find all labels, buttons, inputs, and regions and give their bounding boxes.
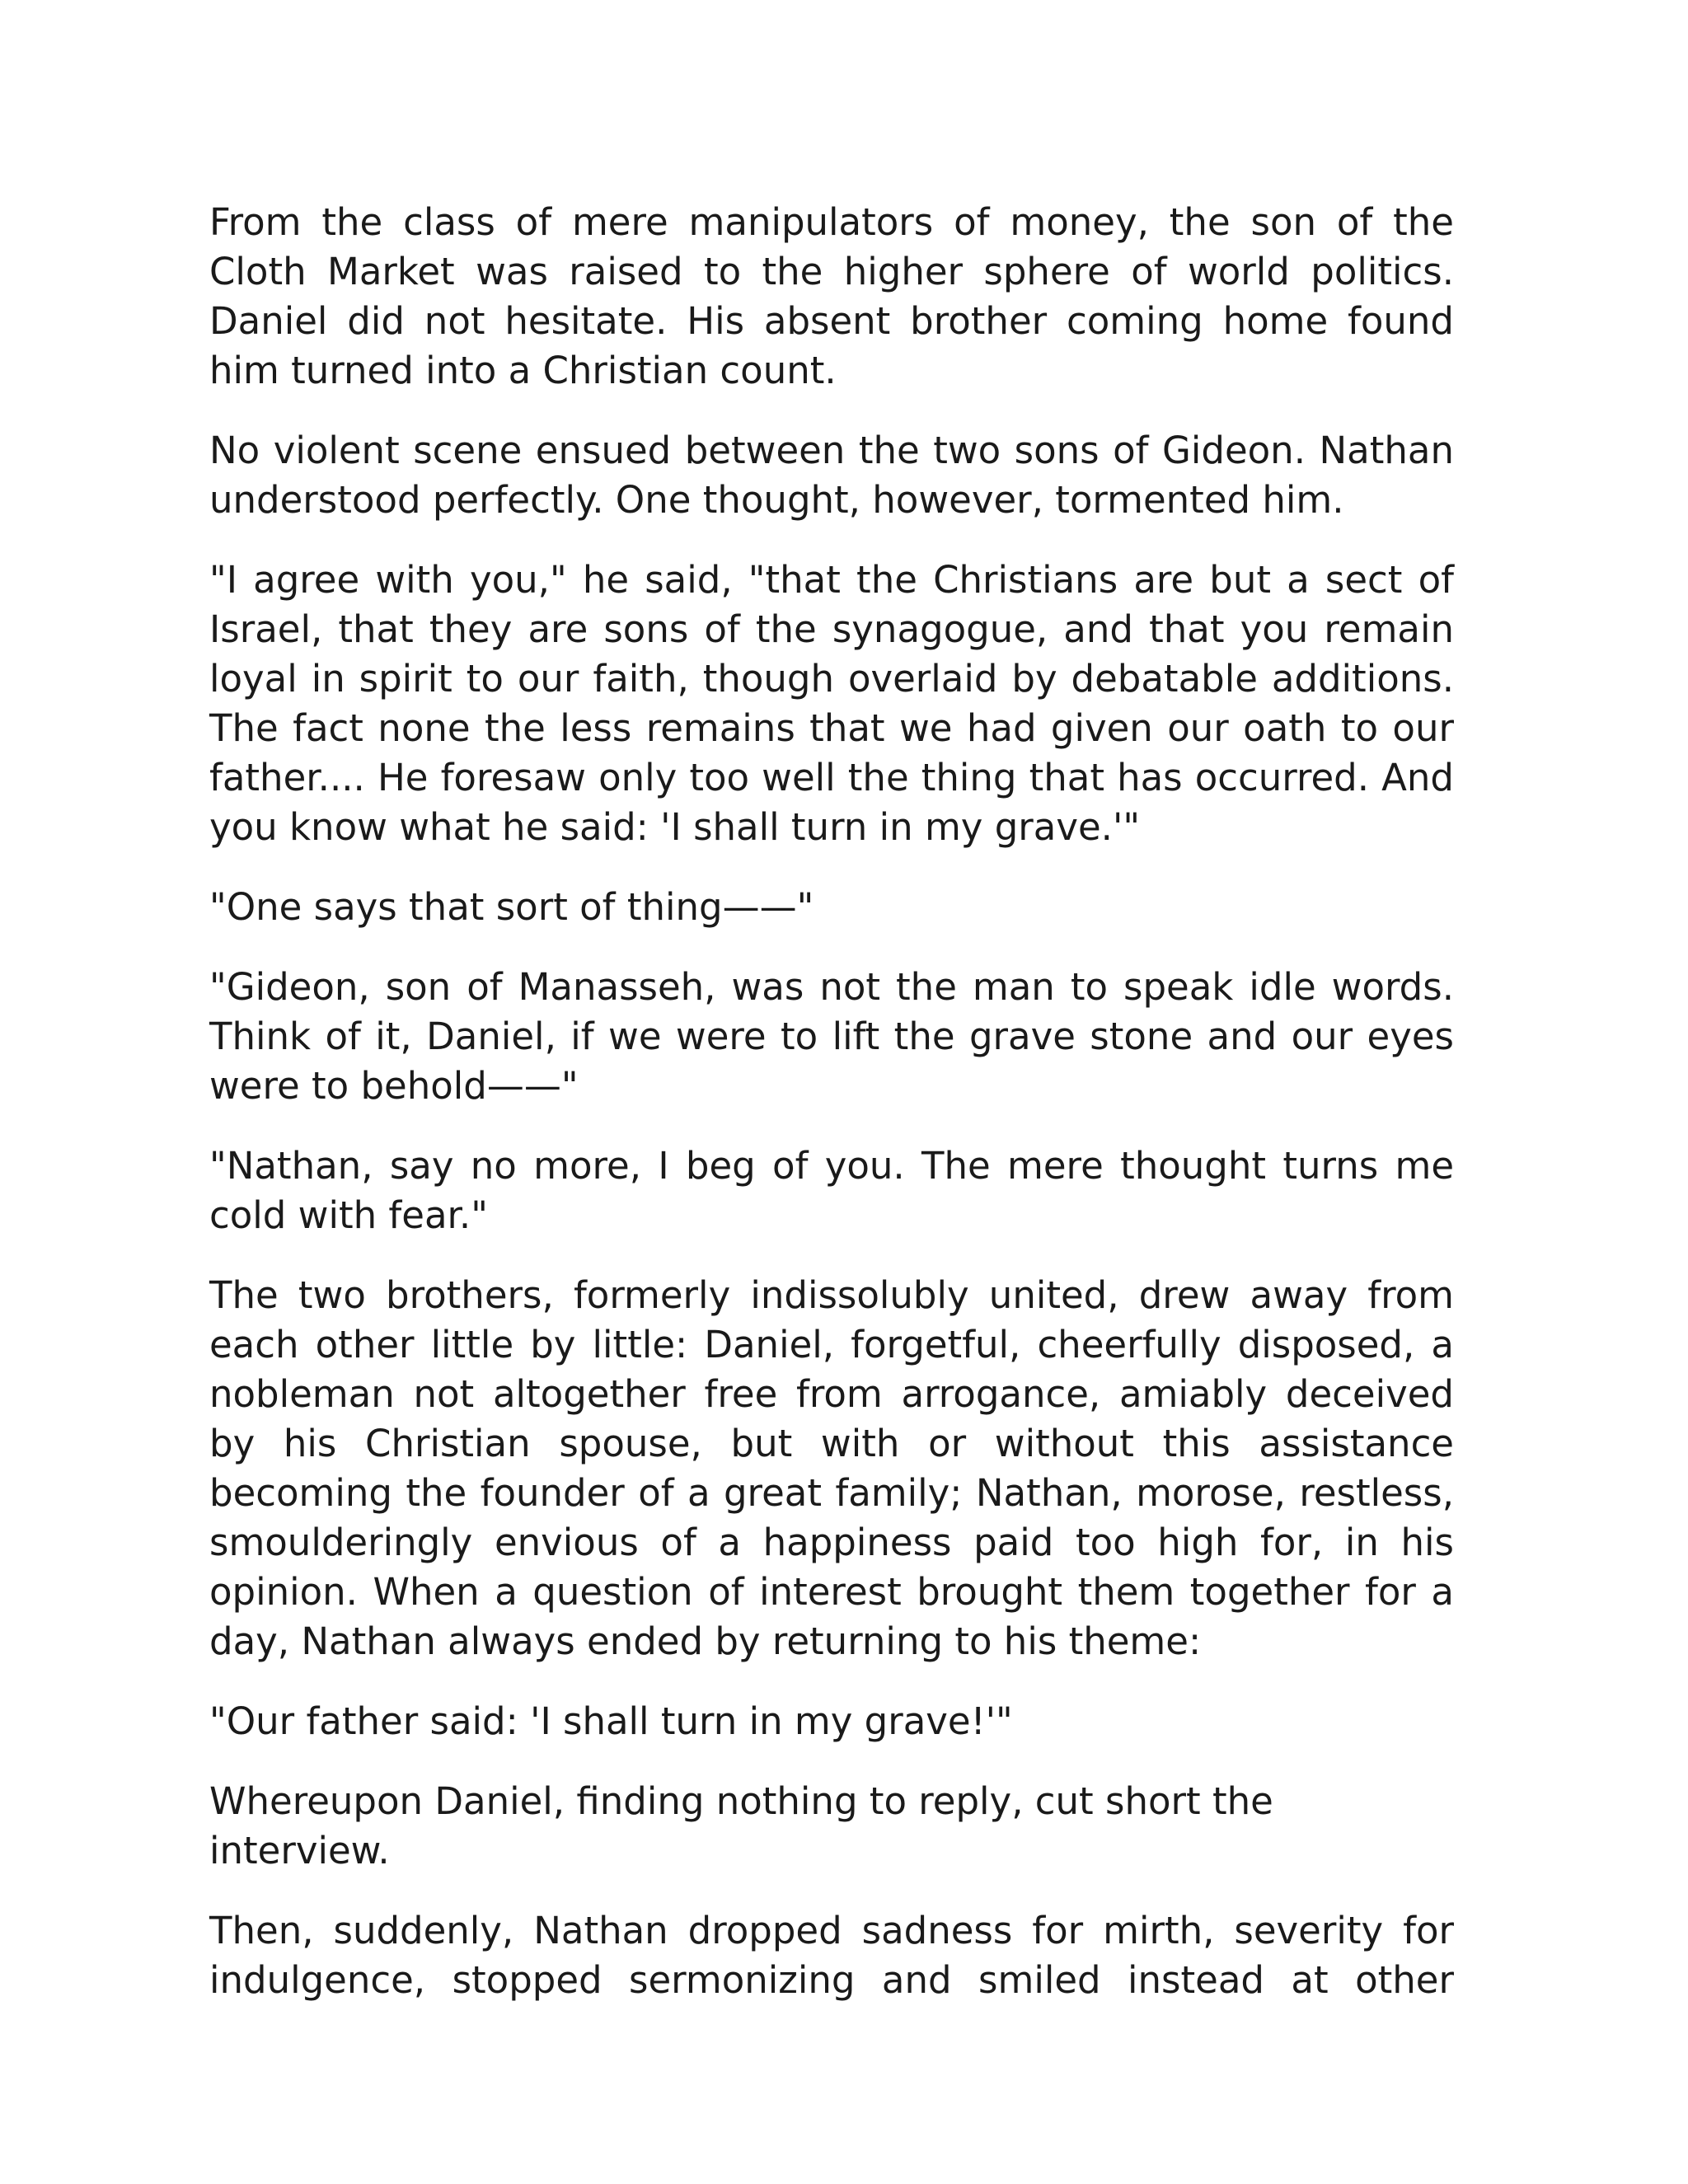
paragraph-1: From the class of mere manipulators of money, the son of the Cloth Market was raised to the higher sphere of world politics. Daniel did not hesitate. His absent brother coming home found him turned into a Christian count.: [209, 200, 1454, 392]
paragraph-8: "Our father said: 'I shall turn in my grave!'": [209, 1699, 1013, 1743]
paragraph-10: Then, suddenly, Nathan dropped sadness for mirth, severity for indulgence, stopped sermonizing and smiled instead at other: [209, 1909, 1454, 2002]
paragraph-7: The two brothers, formerly indissolubly united, drew away from each other little by little: Daniel, forgetful, cheerfully disposed, a nobleman not altogether free from arrogance, amiably deceived by his Christian spouse, but with or without this assistance becoming the founder of a great family; Nathan, morose, restless, smoulderingly envious of a happiness paid too high for, in his opinion. When a question of interest brought them together for a day, Nathan always ended by returning to his theme:: [209, 1273, 1454, 1663]
paragraph-2: No violent scene ensued between the two sons of Gideon. Nathan understood perfectly. One thought, however, tormented him.: [209, 429, 1454, 522]
paragraph-5: "Gideon, son of Manasseh, was not the man to speak idle words. Think of it, Daniel, if we were to lift the grave stone and our eyes were to behold——": [209, 965, 1454, 1108]
paragraph-3: "I agree with you," he said, "that the Christians are but a sect of Israel, that they are sons of the synagogue, and that you remain loyal in spirit to our faith, though overlaid by debatable additions. The fact none the less remains that we had given our oath to our father.... He foresaw only too well the thing that has occurred. And you know what he said: 'I shall turn in my grave.'": [209, 558, 1454, 849]
document-body: [209, 198, 1454, 2036]
paragraph-4: "One says that sort of thing——": [209, 885, 814, 929]
paragraph-9: Whereupon Daniel, finding nothing to reply, cut short the interview.: [209, 1779, 1273, 1872]
paragraph-6: "Nathan, say no more, I beg of you. The mere thought turns me cold with fear.": [209, 1144, 1454, 1237]
